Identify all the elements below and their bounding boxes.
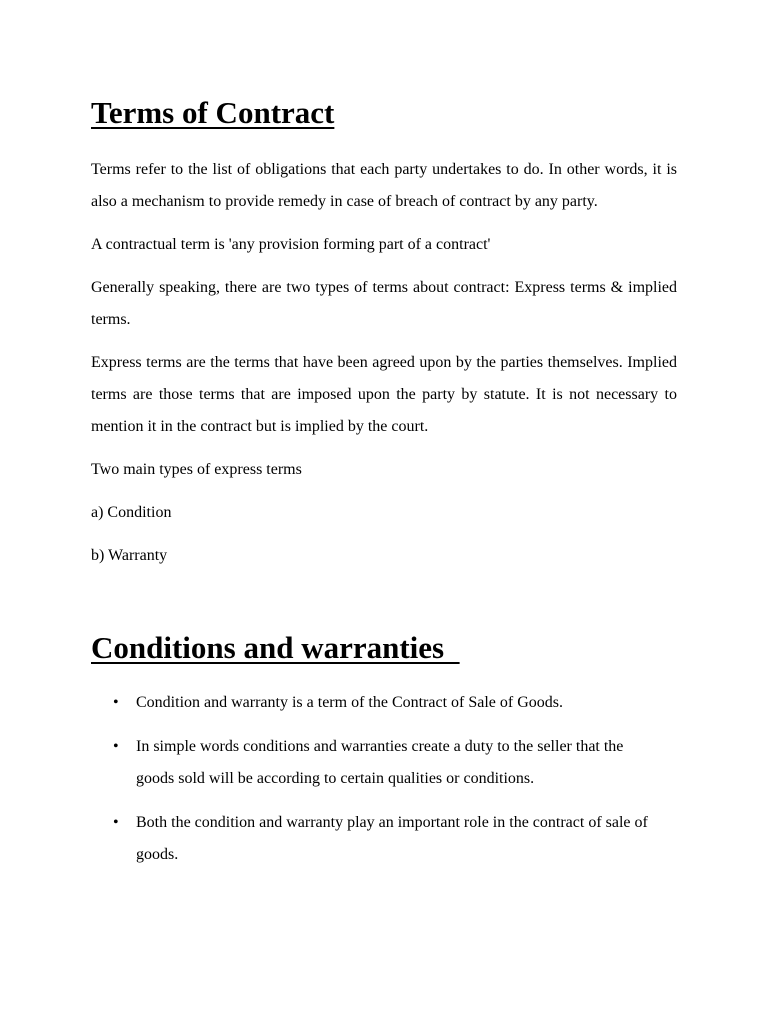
bullet-text: Both the condition and warranty play an important role in the contract of sale of goods. <box>136 814 648 863</box>
bullet-icon: • <box>113 694 119 711</box>
paragraph-express-implied: Express terms are the terms that have been agreed upon by the parties themselves. Implied terms are those terms that are imposed upon the party by statute. It is not necessary to mention it in the contract but is implied by the court. <box>91 354 677 435</box>
list-item <box>91 731 648 795</box>
list-item <box>91 807 648 871</box>
heading-terms-of-contract: Terms of Contract <box>91 95 335 130</box>
list-item-warranty: b) Warranty <box>91 547 168 564</box>
bullet-list <box>91 687 677 871</box>
paragraph-two-main-types: Two main types of express terms <box>91 461 302 478</box>
bullet-icon: • <box>113 814 119 831</box>
paragraph-terms-definition: Terms refer to the list of obligations that each party undertakes to do. In other words, it is also a mechanism to provide remedy in case of breach of contract by any party. <box>91 161 677 210</box>
document-content <box>91 94 677 883</box>
list-item-condition: a) Condition <box>91 504 172 521</box>
bullet-text: Condition and warranty is a term of the Contract of Sale of Goods. <box>136 694 564 711</box>
list-item <box>91 687 648 719</box>
bullet-icon: • <box>113 738 119 755</box>
paragraph-contractual-term: A contractual term is 'any provision forming part of a contract' <box>91 236 491 253</box>
bullet-text: In simple words conditions and warranties create a duty to the seller that the goods sold will be according to certain qualities or conditions. <box>136 738 624 787</box>
heading-conditions-and-warranties: Conditions and warranties <box>91 630 460 665</box>
paragraph-types-of-terms: Generally speaking, there are two types of terms about contract: Express terms & implied terms. <box>91 279 677 328</box>
